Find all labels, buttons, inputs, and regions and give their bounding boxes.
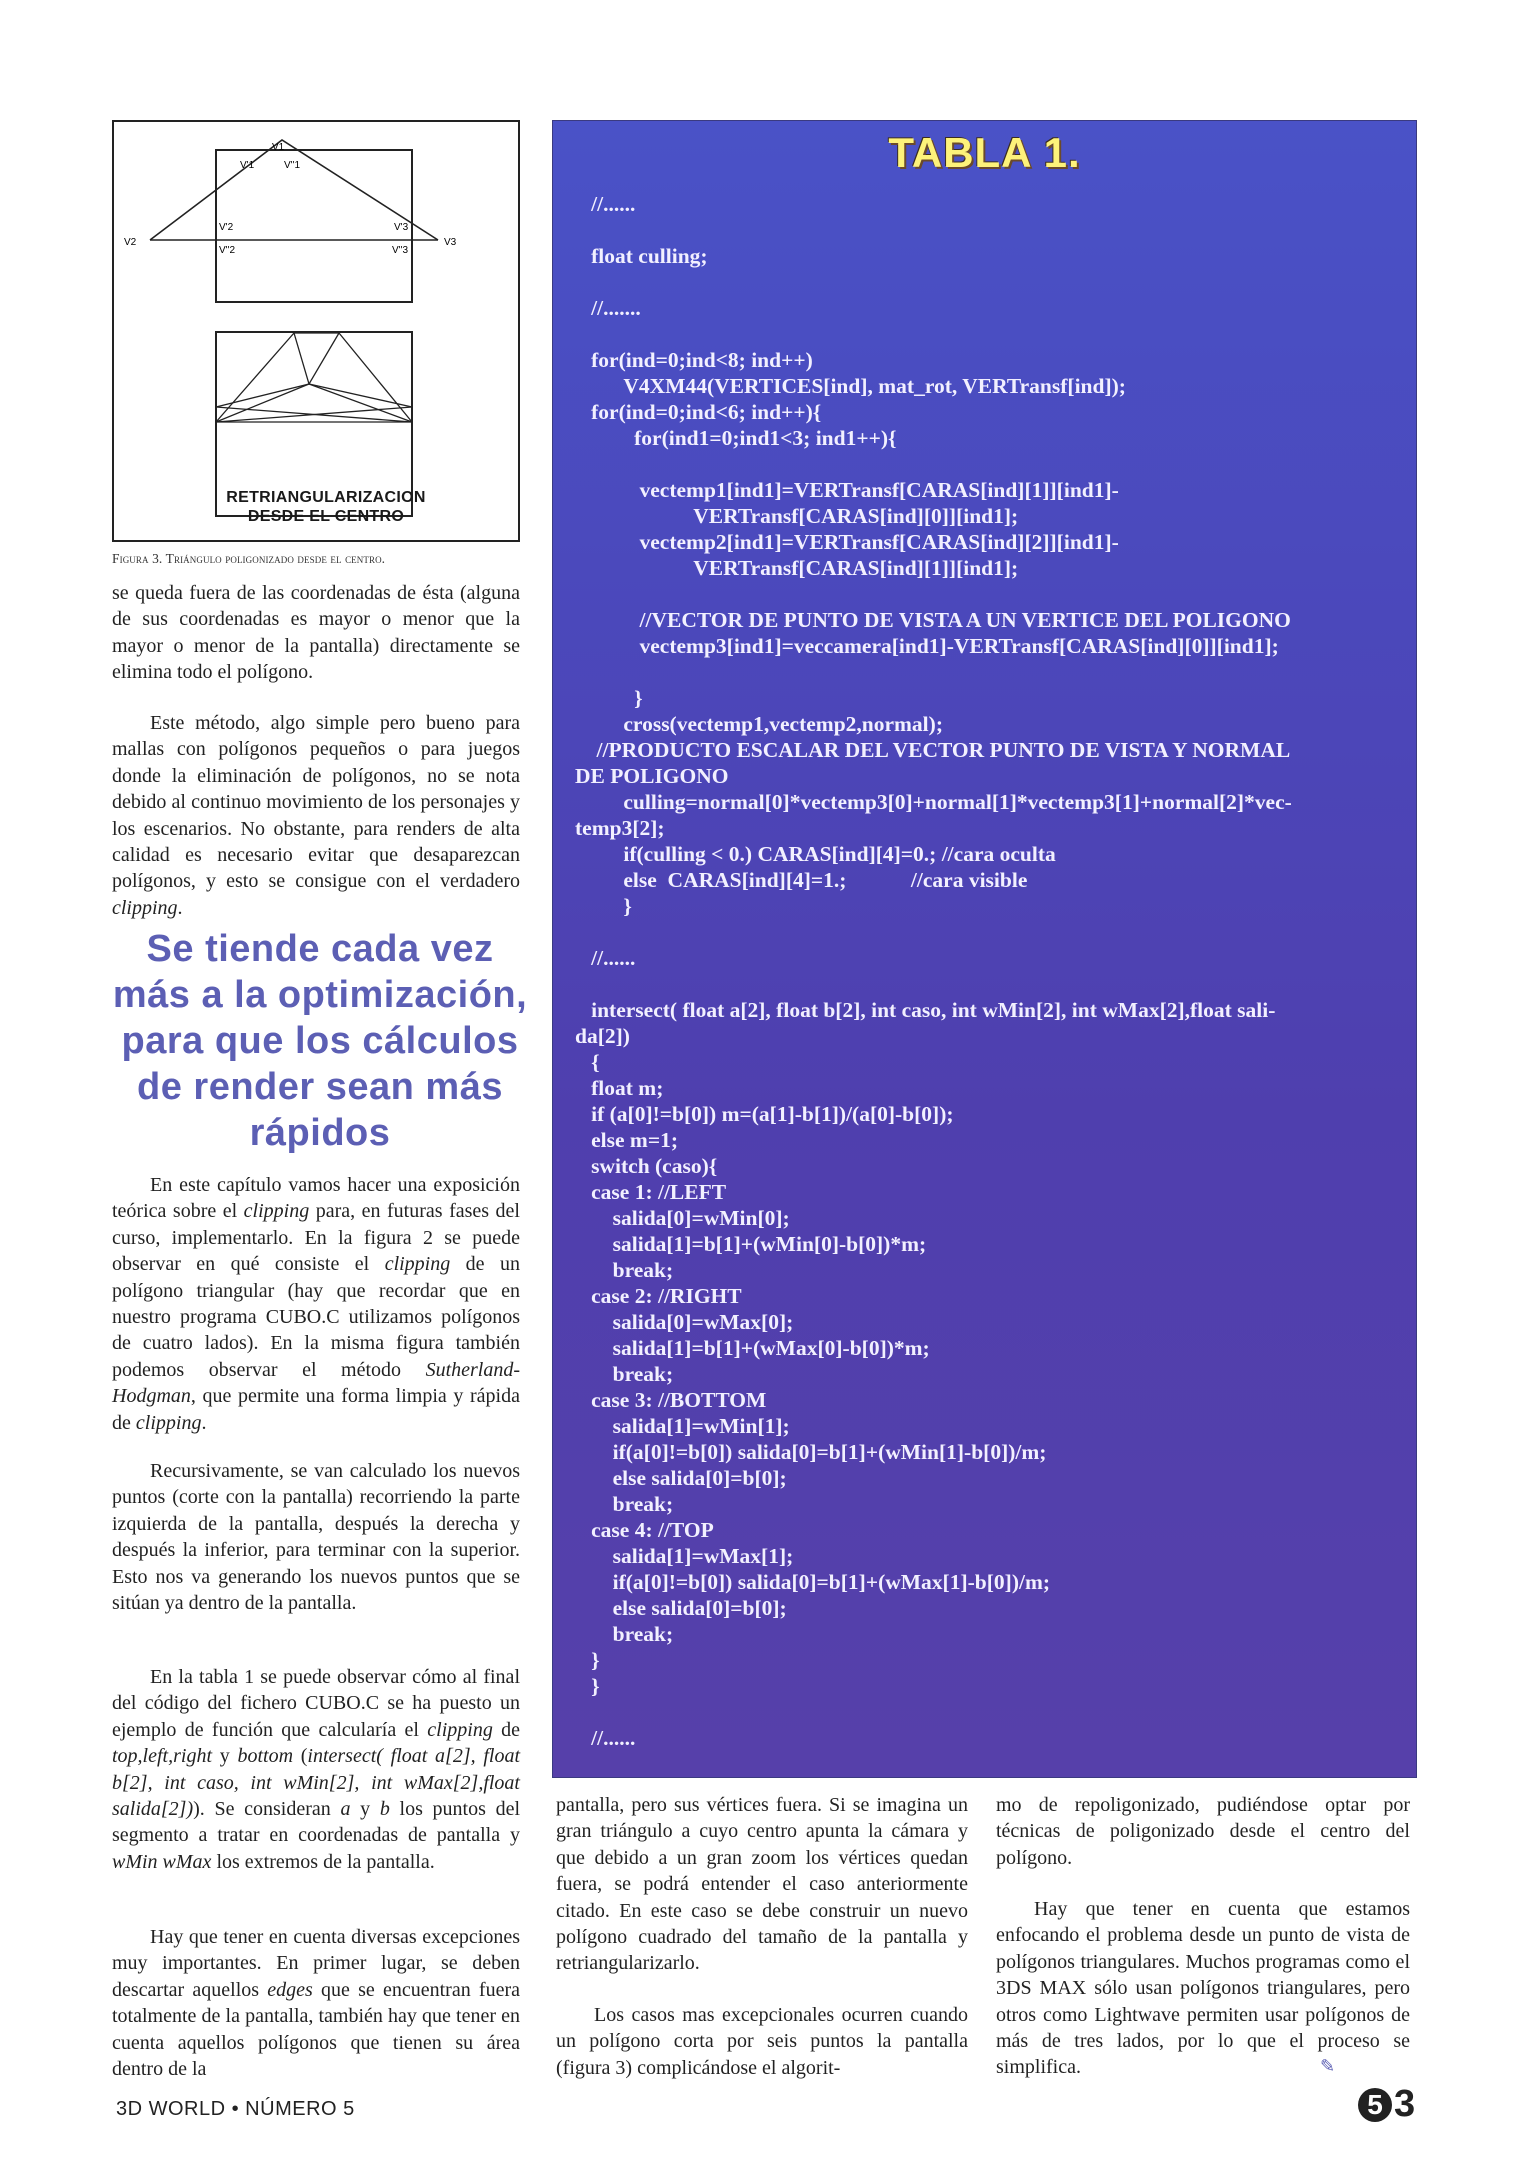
- text-run: En la tabla 1 se puede observar cómo al final del código del fichero CUBO.C se ha puesto un ejemplo de función que calcularía el: [112, 1666, 520, 1741]
- page-number: [1358, 2083, 1415, 2126]
- text-run: Hay que tener en cuenta diversas excepciones muy importantes. En primer lugar, se deben descartar aquellos: [112, 1926, 520, 2001]
- text-run: , que permite una forma limpia y rápida de: [112, 1385, 520, 1434]
- text-run-italic: edges: [267, 1978, 313, 2001]
- label-v3p: V'3: [394, 222, 409, 233]
- text-run-italic: bottom: [237, 1745, 294, 1768]
- left-paragraph-5: [112, 1664, 520, 1875]
- retriangulation-lines: [216, 333, 412, 422]
- label-v1pp: V''1: [284, 160, 301, 171]
- label-v2p: V'2: [219, 222, 234, 233]
- label-v3pp: V''3: [392, 245, 409, 256]
- left-paragraph-1: se queda fuera de las coordenadas de ésta (alguna de sus coordenadas es mayor o menor que la mayor o menor de la pantalla) directamente se elimina todo el polígono.: [112, 582, 520, 684]
- pencil-icon: ✎: [1320, 2056, 1336, 2076]
- figure-3-diagram: [114, 122, 518, 540]
- page-number-digit: 3: [1394, 2083, 1416, 2125]
- screen-rect-top: [216, 150, 412, 302]
- tabla-title: TABLA 1.: [888, 129, 1081, 176]
- code-listing: //...... float culling; //....... for(ind=0;ind<8; ind++) V4XM44(VERTICES[ind], mat_rot, VERTransf[ind]); for(ind=0;ind<6; ind++){ for(ind1=0;ind1<3; ind1++){ vectemp1[ind1]=VERTransf[CARAS[ind][1]][ind1]- VERTransf[CARAS[ind][0]][ind1]; vectemp2[ind1]=VERTransf[CARAS[ind][2]][ind1]- VERTransf[CARAS[ind][1]][ind1]; //VECTOR DE PUNTO DE VISTA A UN VERTICE DEL POLIGONO vectemp3[ind1]=veccamera[ind1]-VERTransf[CARAS[ind][0]][ind1]; } cross(vectemp1,vectemp2,normal); //PRODUCTO ESCALAR DEL VECTOR PUNTO DE VISTA Y NORMAL DE POLIGONO culling=normal[0]*vectemp3[0]+normal[1]*vectemp3[1]+normal[2]*vec- temp3[2]; if(culling < 0.) CARAS[ind][4]=0.; //cara oculta else CARAS[ind][4]=1.; //cara visible } //...... intersect( float a[2], float b[2], int caso, int wMin[2], int wMax[2],float sali- da[2]) { float m; if (a[0]!=b[0]) m=(a[1]-b[1])/(a[0]-b[0]); else m=1; switch (caso){ case 1: //LEFT salida[0]=wMin[0]; salida[1]=b[1]+(wMin[0]-b[0])*m; break; case 2: //RIGHT salida[0]=wMax[0]; salida[1]=b[1]+(wMax[0]-b[0])*m; break; case 3: //BOTTOM salida[1]=wMin[1]; if(a[0]!=b[0]) salida[0]=b[1]+(wMin[1]-b[0])/m; else salida[0]=b[0]; break; case 4: //TOP salida[1]=wMax[1]; if(a[0]!=b[0]) salida[0]=b[1]+(wMax[1]-b[0])/m; else salida[0]=b[0]; break; } } //......: [575, 192, 1292, 1750]
- label-v2: V2: [124, 237, 137, 248]
- text-run-italic: clipping: [243, 1200, 310, 1223]
- text-run: .: [201, 1411, 207, 1434]
- page-number-circle: 5: [1358, 2088, 1392, 2122]
- text-run: En este capítulo vamos hacer una exposición teórica sobre el: [112, 1174, 520, 1223]
- text-run-italic: clipping: [384, 1253, 451, 1276]
- tabla-1-box: [552, 120, 1417, 1778]
- right-paragraph-2: Hay que tener en cuenta que estamos enfocando el problema desde un punto de vista de polígonos triangulares. Muchos programas como el 3DS MAX sólo usan polígonos triangulares, pero otros como Lightwave permiten usar polígonos de más de tres lados, por lo que el proceso se simplifica.: [996, 1898, 1410, 2079]
- text-run: de: [492, 1718, 520, 1741]
- text-run-italic: top,left,right: [112, 1745, 212, 1768]
- text-run: (: [293, 1745, 308, 1768]
- label-v1p: V'1: [240, 160, 255, 171]
- left-paragraph-2: [112, 710, 520, 921]
- text-run: ). Se consideran: [193, 1798, 341, 1821]
- text-run: que se encuentran fuera totalmente de la pantalla, también hay que tener en cuenta aquellos polígonos que tienen su área dentro de la: [112, 1978, 520, 2081]
- text-run: y: [350, 1798, 380, 1821]
- label-v1: V1: [272, 142, 285, 153]
- text-run-italic: b: [379, 1798, 390, 1821]
- figure-title-line1: RETRIANGULARIZACION: [226, 489, 426, 506]
- text-run: y: [212, 1745, 238, 1768]
- left-paragraph-6: [112, 1924, 520, 2082]
- text-run-italic: clipping: [427, 1718, 493, 1741]
- label-v2pp: V''2: [219, 245, 236, 256]
- text-run: de un polígono triangular (hay que recordar que en nuestro programa CUBO.C utilizamos polígonos de cuatro lados). En la misma figura también podemos observar el método: [112, 1253, 520, 1381]
- figure-title-line2: DESDE EL CENTRO: [247, 508, 405, 525]
- label-v3: V3: [444, 237, 457, 248]
- middle-paragraph-1: pantalla, pero sus vértices fuera. Si se imagina un gran triángulo a cuyo centro apunta la cámara y que debido a un gran zoom los vértices quedan fuera, se podrá entender el caso anteriormente citado. En este caso se debe construir un nuevo polígono cuadrado del tamaño de la pantalla y retriangularizarlo.: [556, 1794, 968, 1975]
- text-run: los puntos del segmento a tratar en coordenadas de pantalla y: [112, 1798, 521, 1847]
- figure-title: [216, 488, 436, 526]
- text-run-italic: intersect( float a[2], float b[2], int caso, int wMin[2], int wMax[2],float salida[2]): [112, 1745, 521, 1821]
- left-paragraph-3: [112, 1172, 520, 1436]
- text-run: .: [177, 896, 183, 919]
- text-run-italic: wMin wMax: [112, 1850, 212, 1873]
- text-run-italic: a: [340, 1798, 351, 1821]
- figure-3: [112, 120, 520, 542]
- text-run: los extremos de la pantalla.: [211, 1850, 435, 1873]
- text-run: Este método, algo simple pero bueno para mallas con polígonos pequeños o para juegos donde la eliminación de polígonos, no se nota debido al continuo movimiento de los personajes y los escenarios. No obstante, para renders de alta calidad es necesario evitar que desaparezcan polígonos, y esto se consigue con el verdadero: [112, 712, 520, 893]
- magazine-footer: 3D WORLD • NÚMERO 5: [116, 2098, 355, 2120]
- right-paragraph-1: mo de repoligonizado, pudiéndose optar por técnicas de poligonizado desde el centro del polígono.: [996, 1794, 1410, 1869]
- pull-quote: Se tiende cada vez más a la optimización, para que los cálculos de render sean más rápidos: [112, 928, 528, 1154]
- middle-paragraph-2: Los casos mas excepcionales ocurren cuando un polígono corta por seis puntos la pantalla (figura 3) complicándose el algorit-: [556, 2004, 968, 2079]
- left-paragraph-4: Recursivamente, se van calculado los nuevos puntos (corte con la pantalla) recorriendo la parte izquierda de la pantalla, después la derecha y después la inferior, para terminar con la superior. Esto nos va generando los nuevos puntos que se sitúan ya dentro de la pantalla.: [112, 1460, 520, 1615]
- figure-caption: Figura 3. Triángulo poligonizado desde el centro.: [112, 551, 386, 566]
- text-run: para, en futuras fases del curso, implementarlo. En la figura 2 se puede observar en qué consiste el: [112, 1200, 520, 1276]
- text-run-italic: clipping: [135, 1411, 202, 1434]
- text-run-italic: Sutherland-Hodgman: [112, 1358, 520, 1408]
- text-run-italic: clipping: [112, 896, 178, 919]
